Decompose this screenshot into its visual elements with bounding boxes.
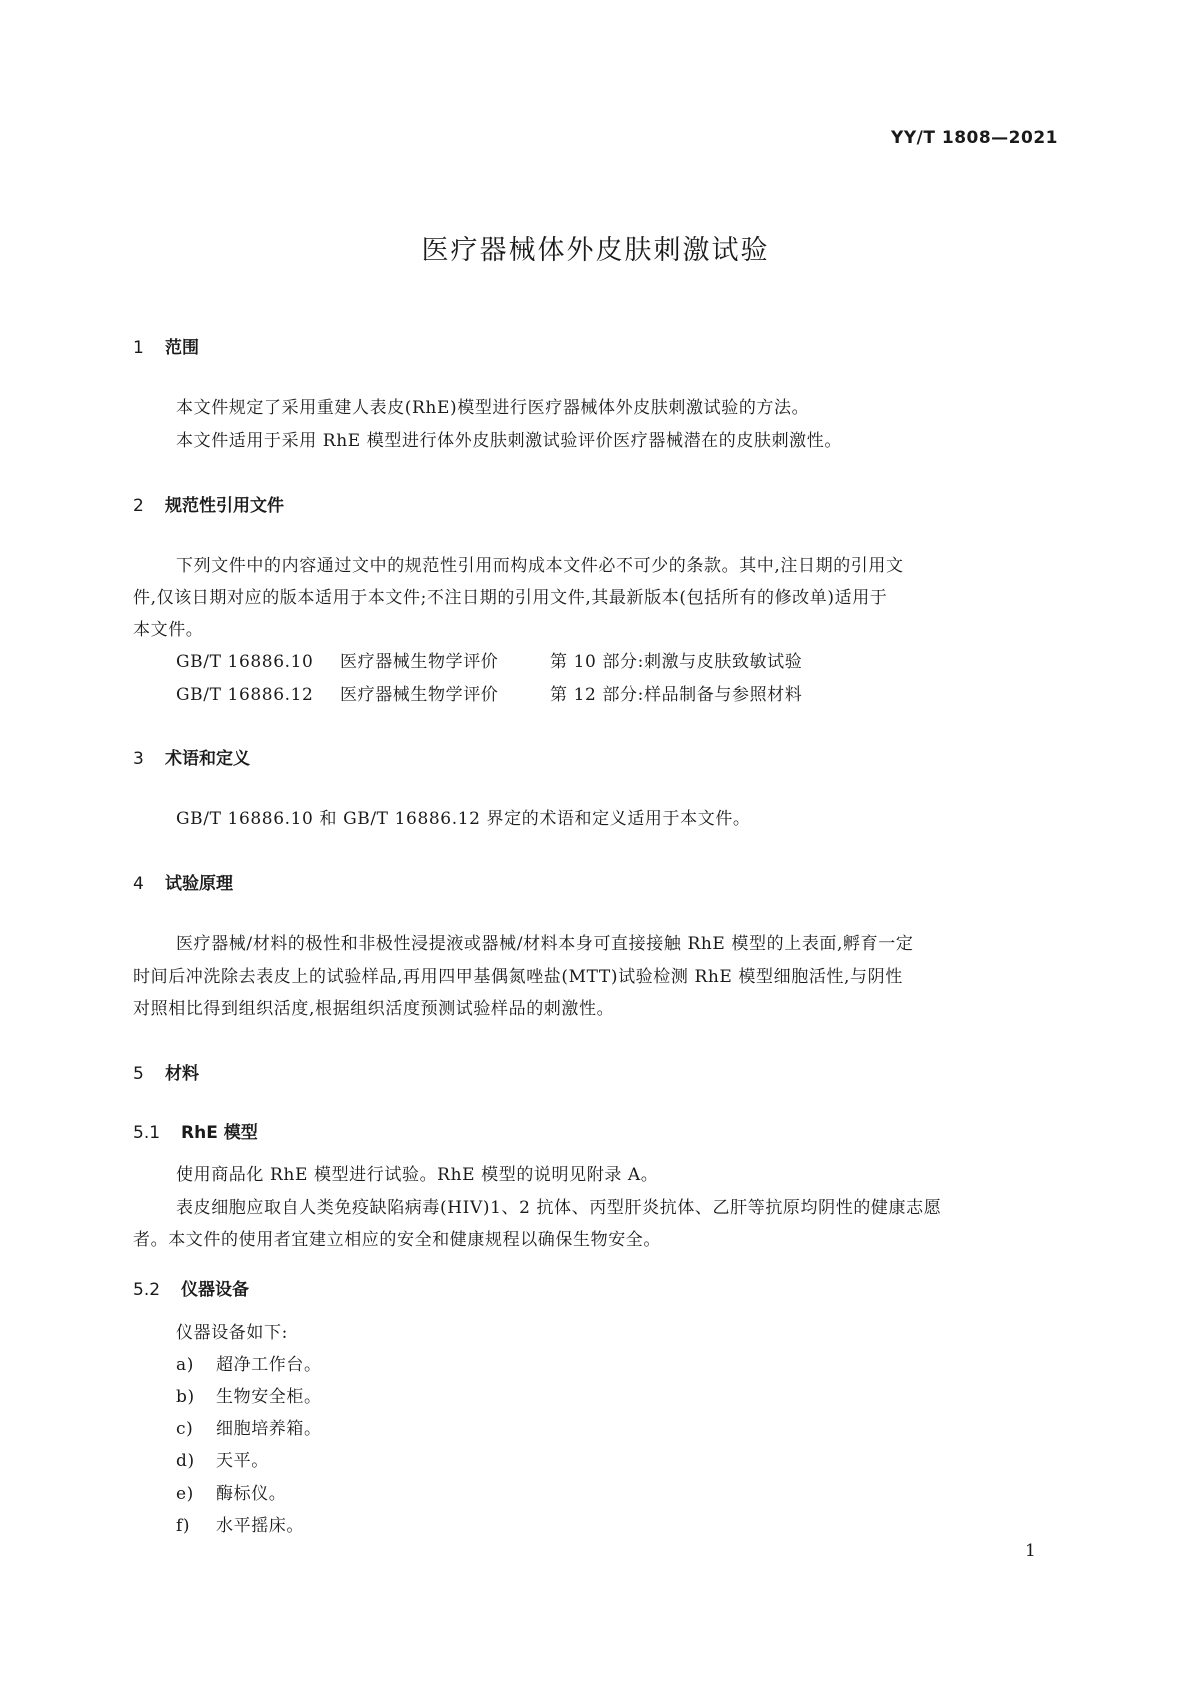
- list-item: [176, 1479, 286, 1504]
- list-text: 天平。: [216, 1451, 269, 1471]
- list-marker: b): [176, 1387, 195, 1407]
- paragraph: 本文件适用于采用 RhE 模型进行体外皮肤刺激试验评价医疗器械潜在的皮肤刺激性。: [176, 431, 842, 451]
- section-number: 3: [133, 749, 144, 769]
- paragraph-line: 者。本文件的使用者宜建立相应的安全和健康规程以确保生物安全。: [133, 1230, 661, 1250]
- section-4-heading: [133, 869, 233, 894]
- section-number: 2: [133, 496, 144, 516]
- section-title: 规范性引用文件: [165, 496, 284, 516]
- list-item: [176, 1382, 322, 1407]
- paragraph-line: 下列文件中的内容通过文中的规范性引用而构成本文件必不可少的条款。其中,注日期的引用文: [176, 556, 904, 576]
- paragraph-line: 对照相比得到组织活度,根据组织活度预测试验样品的刺激性。: [133, 999, 615, 1019]
- section-5-heading: [133, 1059, 199, 1084]
- list-text: 超净工作台。: [216, 1355, 322, 1375]
- standard-code: YY/T 1808—2021: [891, 128, 1058, 148]
- subsection-5-1-heading: [133, 1118, 258, 1143]
- section-2-heading: [133, 491, 284, 516]
- reference-code: GB/T 16886.12: [176, 685, 314, 705]
- section-1-heading: [133, 333, 199, 358]
- section-number: 5: [133, 1064, 144, 1084]
- paragraph-line: 时间后冲洗除去表皮上的试验样品,再用四甲基偶氮唑盐(MTT)试验检测 RhE 模型细胞活性,与阴性: [133, 967, 903, 987]
- paragraph: GB/T 16886.10 和 GB/T 16886.12 界定的术语和定义适用于本文件。: [176, 809, 751, 829]
- reference-code: GB/T 16886.10: [176, 652, 314, 672]
- list-text: 水平摇床。: [216, 1516, 304, 1536]
- list-marker: f): [176, 1516, 191, 1536]
- section-3-heading: [133, 744, 250, 769]
- paragraph-line: 医疗器械/材料的极性和非极性浸提液或器械/材料本身可直接接触 RhE 模型的上表面,孵育一定: [176, 934, 914, 954]
- paragraph: 使用商品化 RhE 模型进行试验。RhE 模型的说明见附录 A。: [176, 1165, 659, 1185]
- list-item: [176, 1414, 322, 1439]
- subsection-number: 5.2: [133, 1280, 161, 1300]
- section-title: 范围: [165, 338, 199, 358]
- reference-title: 医疗器械生物学评价: [340, 685, 499, 705]
- page-number: 1: [1025, 1541, 1036, 1561]
- subsection-title: RhE 模型: [181, 1123, 258, 1143]
- list-intro: 仪器设备如下:: [176, 1323, 288, 1343]
- list-item: [176, 1446, 269, 1471]
- subsection-title: 仪器设备: [181, 1280, 249, 1300]
- normative-reference: [176, 680, 802, 705]
- document-title: 医疗器械体外皮肤刺激试验: [421, 235, 770, 266]
- reference-part: 第 10 部分:刺激与皮肤致敏试验: [550, 652, 803, 672]
- paragraph: 本文件规定了采用重建人表皮(RhE)模型进行医疗器械体外皮肤刺激试验的方法。: [176, 398, 810, 418]
- list-text: 细胞培养箱。: [216, 1419, 322, 1439]
- list-item: [176, 1350, 322, 1375]
- section-number: 4: [133, 874, 144, 894]
- paragraph-line: 件,仅该日期对应的版本适用于本文件;不注日期的引用文件,其最新版本(包括所有的修改单)适用于: [133, 588, 888, 608]
- list-marker: a): [176, 1355, 194, 1375]
- list-text: 生物安全柜。: [216, 1387, 322, 1407]
- list-text: 酶标仪。: [216, 1484, 287, 1504]
- list-marker: c): [176, 1419, 194, 1439]
- subsection-5-2-heading: [133, 1275, 249, 1300]
- reference-part: 第 12 部分:样品制备与参照材料: [550, 685, 803, 705]
- list-item: [176, 1511, 304, 1536]
- section-title: 材料: [165, 1064, 199, 1084]
- paragraph-line: 本文件。: [133, 620, 204, 640]
- section-title: 试验原理: [165, 874, 233, 894]
- list-marker: e): [176, 1484, 194, 1504]
- paragraph-line: 表皮细胞应取自人类免疫缺陷病毒(HIV)1、2 抗体、丙型肝炎抗体、乙肝等抗原均阴性的健康志愿: [176, 1198, 942, 1218]
- normative-reference: [176, 647, 802, 672]
- reference-title: 医疗器械生物学评价: [340, 652, 499, 672]
- section-title: 术语和定义: [165, 749, 250, 769]
- subsection-number: 5.1: [133, 1123, 161, 1143]
- list-marker: d): [176, 1451, 195, 1471]
- section-number: 1: [133, 338, 144, 358]
